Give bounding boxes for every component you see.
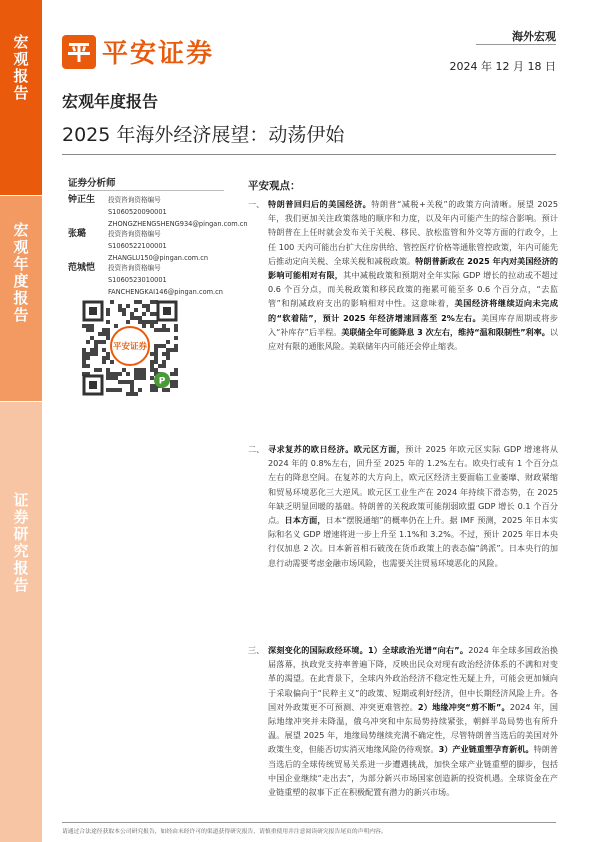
- section-number: 一、: [248, 199, 265, 209]
- analyst-cert-label: 投资咨询资格编号: [108, 196, 161, 204]
- section-emphasis: 日本方面，: [284, 515, 326, 526]
- footer-disclaimer: 请通过合法途径获取本公司研究报告，如经由未经许可的渠道获得研究报告，请慎重使用并注意阅读研究报告尾页的声明内容。: [62, 829, 387, 835]
- section-text: 特朗普当选后的全球传统贸易关系进一步遭遇挑战，加快全球产业链重塑的脚步，包括中国企业继续“走出去”，为部分新兴市场国家创造新的投资机遇。全球资金在产业链重塑的叙事下正在积极配置有潜力的新兴市场。: [268, 744, 558, 798]
- sidebar-block-macro-report: [0, 0, 42, 195]
- section-body: [268, 442, 558, 570]
- analyst-cert-number: S1060522100001: [108, 242, 167, 251]
- sidebar-label-securities-research: 证券研究报告: [11, 492, 30, 594]
- analyst-cert-number: S1060520090001: [108, 208, 167, 217]
- section-lead: 特朗普回归后的美国经济。: [268, 199, 372, 209]
- analyst-cert-label: 投资咨询资格编号: [108, 230, 161, 238]
- sidebar-label-annual-report: 宏观年度报告: [11, 222, 30, 324]
- section-emphasis: 2）地缘冲突“剪不断”。: [417, 701, 510, 712]
- report-title: 2025 年海外经济展望：动荡伊始: [62, 124, 345, 146]
- analyst-name: 范城恺: [68, 263, 96, 273]
- section-lead: 寻求复苏的欧日经济。: [268, 444, 354, 454]
- analyst-entry: [68, 228, 228, 265]
- section-text: 2024 年，国际地缘冲突并未降温，俄乌冲突和中东局势持续紧张，朝鲜半岛局势也有所升温。展望 2025 年，地缘局势继续充满不确定性，尽管特朗普当选后的美国对外政策生变，但能否切实消灭地缘风险仍待观察。: [268, 701, 558, 755]
- analyst-entry: [68, 262, 228, 299]
- header-meta: [450, 28, 556, 74]
- section-body: [268, 197, 558, 353]
- section-emphasis: 欧元区方面，: [353, 444, 406, 454]
- section-text: 预计 2025 年欧元区实际 GDP 增速将从 2024 年的 0.8%左右，回升至 2025 年的 1.2%左右。欧央行或有 1 个百分点左右的降息空间。在复苏的大方向上，欧元区经济主要面临工业萎靡、财政紧缩和贸易环境恶化三大逆风。欧元区工业生产在 2024 年持续下滑态势，在 2025 年缺乏明显回暖的基础。特朗普的关税政策可能削弱欧盟 GDP 增长 0.1 个百分点。: [268, 444, 558, 526]
- section-text: 日本“摆脱通缩”的概率仍在上升。据 IMF 预测，2025 年日本实际和名义 GDP 增速将进一步上升至 1.1%和 3.2%。不过，预计 2025 年日本央行仅加息 2 次。日本新首相石破茂在货币政策上的表态偏“鸽派”。日本央行的加息行动需要考虑金融市场风险，也需要关注贸易环境恶化的风险。: [268, 515, 558, 568]
- view-section-3: [248, 643, 558, 799]
- logo-wordmark: 平安证券: [102, 39, 215, 69]
- analyst-email[interactable]: ZHONGZHENGSHENG934@pingan.com.cn: [108, 220, 248, 229]
- analyst-name: 张璐: [68, 229, 87, 239]
- sidebar-block-securities-research: [0, 402, 42, 842]
- view-section-1: [248, 197, 558, 353]
- view-section-2: [248, 442, 558, 570]
- analysts-divider: [68, 190, 224, 191]
- section-emphasis: 3）产业链重塑孕育新机。: [438, 744, 534, 755]
- report-date: 2024 年 12 月 18 日: [449, 60, 556, 73]
- sidebar-block-annual-report: [0, 196, 42, 401]
- section-emphasis: 特朗普新政在 2025 年内对美国经济的影响可能相对有限，: [268, 255, 558, 281]
- section-text: 2024 年全球多国政治换届落幕，执政党支持率普遍下降，反映出民众对现有政治经济体系的不满和对变革的渴望。在此背景下，全球内外政治经济不稳定性无疑上升，可能会更加倾向于采取偏向于“民粹主义”的政策、短期或利好经济，但中长期经济风险上升。各国对外政策更不可预测、冲突更难管控。: [268, 645, 558, 712]
- qr-code[interactable]: [82, 300, 178, 396]
- section-number: 二、: [248, 444, 265, 454]
- footer-divider: [62, 822, 556, 823]
- analyst-entry: [68, 194, 248, 231]
- views-heading: 平安观点：: [248, 180, 301, 192]
- section-text: 美国库存周期或将步入“补库存”后半程。: [268, 312, 558, 337]
- section-emphasis: 美联储全年可能降息 3 次左右，维持“温和限制性”利率。: [341, 326, 550, 337]
- pingan-logo-icon: [62, 35, 96, 69]
- report-category: 海外宏观: [512, 30, 556, 43]
- qr-badge-text: P: [158, 376, 166, 387]
- section-emphasis: 美国经济将继续迈向未完成的“软着陆”，预计 2025 年经济增速回落至 2%左右。: [268, 298, 558, 323]
- section-number: 三、: [248, 645, 265, 655]
- section-text: 特朗普“减税+关税”的政策方向清晰。展望 2025 年，我们更加关注政策落地的顺序和力度，以及年内可能产生的综合影响。预计特朗普在上任时就会发布关于关税、移民、放松监管和外交等方面的行政令，上任 100 天内可能出台扩大住房供给、管控医疗价格等通胀管控政策，年内可能先后推动定向关税、全球关税和减税政策。: [268, 199, 558, 266]
- section-text: 其中减税政策和预期对全年实际 GDP 增长的拉动或不超过 0.6 个百分点，而关税政策和移民政策的拖累可能至多 0.6 个百分点，“去监管”和削减政府支出的影响相对中性。这意味着，: [268, 270, 558, 309]
- analyst-email[interactable]: FANCHENGKAI146@pingan.com.cn: [108, 288, 223, 297]
- title-divider: [62, 154, 556, 155]
- section-text: 以应对有限的通胀风险。美联储年内可能还会停止缩表。: [268, 326, 558, 352]
- analyst-cert-number: S1060523010001: [108, 276, 167, 285]
- section-lead: 深刻变化的国际政经环境。: [268, 645, 368, 655]
- section-emphasis: 1）全球政治光谱“向右”。: [367, 645, 469, 655]
- analyst-email[interactable]: ZHANGLU150@pingan.com.cn: [108, 254, 209, 263]
- analyst-name: 钟正生: [68, 195, 96, 205]
- analyst-cert-label: 投资咨询资格编号: [108, 264, 161, 272]
- report-type-sidebar: [0, 0, 42, 842]
- section-body: [268, 643, 558, 799]
- company-logo: [62, 33, 214, 70]
- analysts-heading: 证券分析师: [68, 178, 116, 189]
- sidebar-label-macro-report: 宏观报告: [11, 34, 30, 102]
- qr-center-text: 平安证券: [112, 342, 148, 352]
- report-subtitle: 宏观年度报告: [62, 92, 159, 111]
- header-divider: [476, 44, 556, 45]
